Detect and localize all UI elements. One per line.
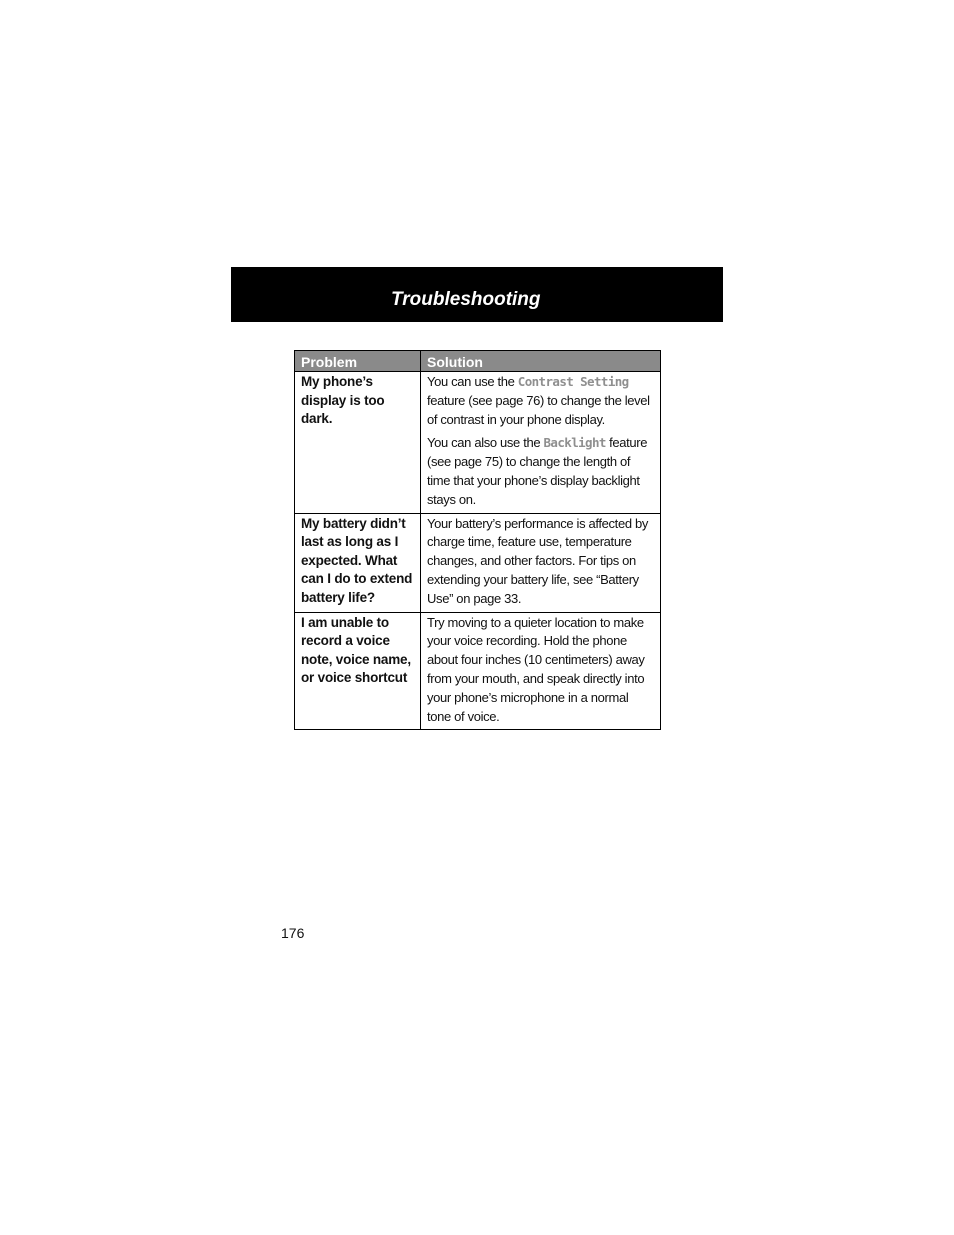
solution-text: You can also use the [427, 435, 544, 451]
menu-term-backlight: Backlight [543, 435, 606, 451]
solution-text: feature (see page 75) to change the length of time that your phone’s display backlight stays on. [427, 435, 648, 507]
solution-paragraph: Try moving to a quieter location to make your voice recording. Hold the phone about four inches (10 centimeters) away from your mouth, and speak directly into your phone’s microphone in a normal tone of voice. [427, 614, 645, 724]
table-row [295, 612, 661, 730]
solution-text: You can use the [427, 374, 518, 389]
chapter-header-bar [231, 267, 723, 322]
column-header-solution: Solution [421, 351, 661, 372]
problem-cell: My battery didn’t last as long as I expected. What can I do to extend battery life? [295, 513, 421, 612]
page-number: 176 [281, 925, 305, 941]
chapter-title: Troubleshooting [391, 289, 541, 310]
table-row [295, 372, 661, 514]
problem-cell: My phone’s display is too dark. [295, 372, 421, 514]
solution-cell [421, 513, 661, 612]
table-header-row [295, 351, 661, 372]
solution-paragraph [427, 373, 654, 429]
solution-text: feature (see page 76) to change the level of contrast in your phone display. [427, 392, 650, 427]
solution-cell [421, 372, 661, 514]
column-header-problem: Problem [295, 351, 421, 372]
problem-cell: I am unable to record a voice note, voice name, or voice shortcut [295, 612, 421, 730]
troubleshooting-table [294, 350, 661, 730]
solution-paragraph: Your battery’s performance is affected by charge time, feature use, temperature changes, and other factors. For tips on extending your battery life, see “Battery Use” on page 33. [427, 515, 648, 606]
menu-term-contrast-setting: Contrast Setting [517, 374, 629, 389]
solution-paragraph [427, 434, 654, 509]
table-row [295, 513, 661, 612]
solution-cell [421, 612, 661, 730]
